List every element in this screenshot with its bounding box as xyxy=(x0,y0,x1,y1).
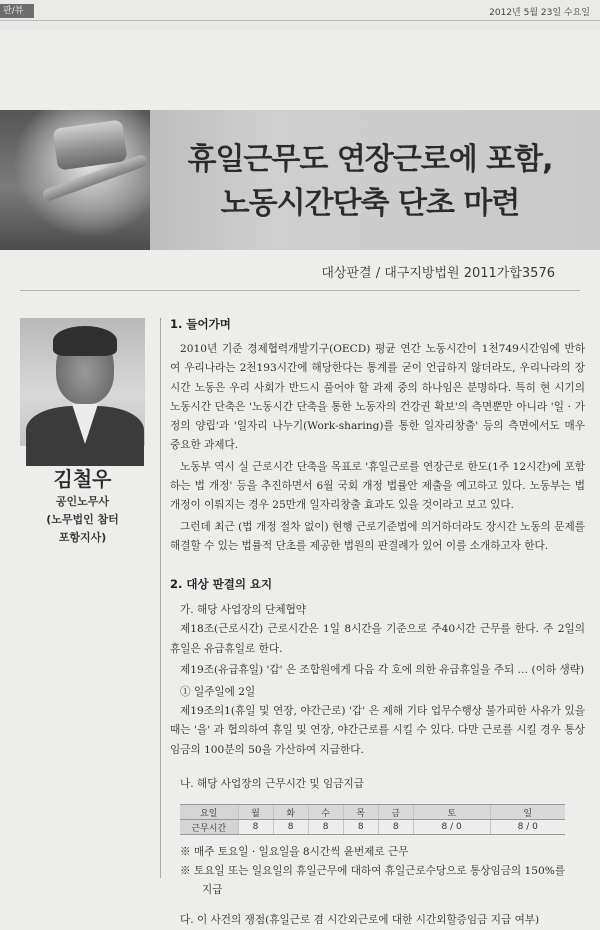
article-clause: 제19조의1(휴일 및 연장, 야간근로) '갑' 은 제해 기타 업무수행상 불가피한 사유가 있을 때는 '을' 과 협의하여 휴일 및 연장, 야간근로를 시킬 수 있다. 다만 근로를 시킬 경우 통상임금의 100분의 50을 가산하여 지급한다. xyxy=(170,705,585,756)
table-cell: 8 / 0 xyxy=(413,820,490,835)
table-cell: 8 xyxy=(378,820,413,835)
hero-banner xyxy=(0,110,600,250)
table-header: 일 xyxy=(490,805,565,820)
section-heading: 2. 대상 판결의 요지 xyxy=(170,577,273,592)
issue-date: 2012년 5월 23일 수요일 xyxy=(489,8,590,18)
page-header xyxy=(0,0,600,30)
table-cell: 8 xyxy=(238,820,273,835)
section-heading: 1. 들어가며 xyxy=(170,317,231,331)
title-line-1: 휴일근무도 연장근로에 포함, xyxy=(187,142,553,177)
section-tag: 판/뷰 xyxy=(0,4,34,18)
paragraph: 노동부 역시 실 근로시간 단축을 목표로 '휴일근로를 연장근로 한도(1주 12시간)에 포함하는 법 개정' 등을 추진하면서 6월 국회 개정 법률안 제출을 예고하고 있다. 노동부는 법 개정이 이뤄지는 경우 25만개 일자리창출 효과도 있을 것이라고 보고 있다. xyxy=(170,460,585,512)
table-header: 화 xyxy=(273,805,308,820)
article-clause: 제19조(유급휴일) '갑' 은 조합원에게 다음 각 호에 의한 유급휴일을 주되 … (이하 생략) xyxy=(180,663,585,676)
table-header: 금 xyxy=(378,805,413,820)
table-note-text: ※ 토요일 또는 일요일의 휴일근무에 대하여 휴일근로수당으로 통상임금의 150%를 xyxy=(180,865,566,878)
subheading: 가. 해당 사업장의 단체협약 xyxy=(180,604,307,617)
subheading: 다. 이 사건의 쟁점(휴일근로 겸 시간외근로에 대한 시간외할증임금 지급 여부) xyxy=(180,914,540,927)
author-org: (노무법인 참터 xyxy=(46,513,119,526)
paragraph: 그런데 최근 (법 개정 절차 없이) 현행 근로기준법에 의거하더라도 장시간 노동의 문제를 해결할 수 있는 법률적 단초를 제공한 법원의 판결례가 있어 이를 소개하고자 한다. xyxy=(170,520,585,552)
subheading: 나. 해당 사업장의 근무시간 및 임금지급 xyxy=(180,778,364,791)
table-cell: 근무시간 xyxy=(180,820,238,835)
table-header: 목 xyxy=(343,805,378,820)
title-line-2: 노동시간단축 단초 마련 xyxy=(220,186,520,221)
column-rule xyxy=(160,318,161,878)
table-header: 토 xyxy=(413,805,490,820)
table-header: 월 xyxy=(238,805,273,820)
table-cell: 8 / 0 xyxy=(490,820,565,835)
gavel-icon xyxy=(0,110,150,250)
table-note: ※ 매주 토요일 · 일요일을 8시간씩 윤번제로 근무 xyxy=(180,846,409,859)
table-cell: 8 xyxy=(273,820,308,835)
header-rule xyxy=(0,20,600,21)
table-row xyxy=(180,820,565,835)
article-clause: 제18조(근로시간) 근로시간은 1일 8시간을 기준으로 주40시간 근무를 한다. 주 2일의 휴일은 유급휴일로 한다. xyxy=(170,623,585,655)
table-header-row xyxy=(180,805,565,820)
table-cell: 8 xyxy=(343,820,378,835)
article-title xyxy=(150,138,590,226)
author-name: 김철우 xyxy=(53,467,112,491)
author-photo xyxy=(20,318,145,446)
author-branch: 포항지사) xyxy=(58,531,107,544)
divider xyxy=(20,290,580,291)
table-cell: 8 xyxy=(308,820,343,835)
table-header: 수 xyxy=(308,805,343,820)
table-header: 요일 xyxy=(180,805,238,820)
author-title: 공인노무사 xyxy=(55,495,110,508)
work-hours-table xyxy=(180,804,565,835)
article-body xyxy=(170,316,585,930)
clause-item: ① 일주일에 2일 xyxy=(180,686,256,699)
paragraph: 2010년 기준 경제협력개발기구(OECD) 평균 연간 노동시간이 1천749시간임에 반하여 우리나라는 2천193시간에 해당한다는 통계를 굳이 언급하지 않더라도, 우리나라의 장시간 노동은 우리 사회가 반드시 풀어야 할 과제 중의 하나임은 분명하다. 특히 현 시기의 노동시간 단축은 '노동시간 단축을 통한 노동자의 건강권 확보'의 측면뿐만 아니라 '일 · 가정의 양립'과 '일자리 나누기(Work-sharing)를 통한 일자리창출' 등의 측면에서도 매우 중요한 과제다. xyxy=(170,343,585,452)
table-note xyxy=(170,862,585,900)
case-reference: 대상판결 / 대구지방법원 2011가합3576 xyxy=(321,266,555,281)
table-note-continued: 지급 xyxy=(202,884,223,897)
